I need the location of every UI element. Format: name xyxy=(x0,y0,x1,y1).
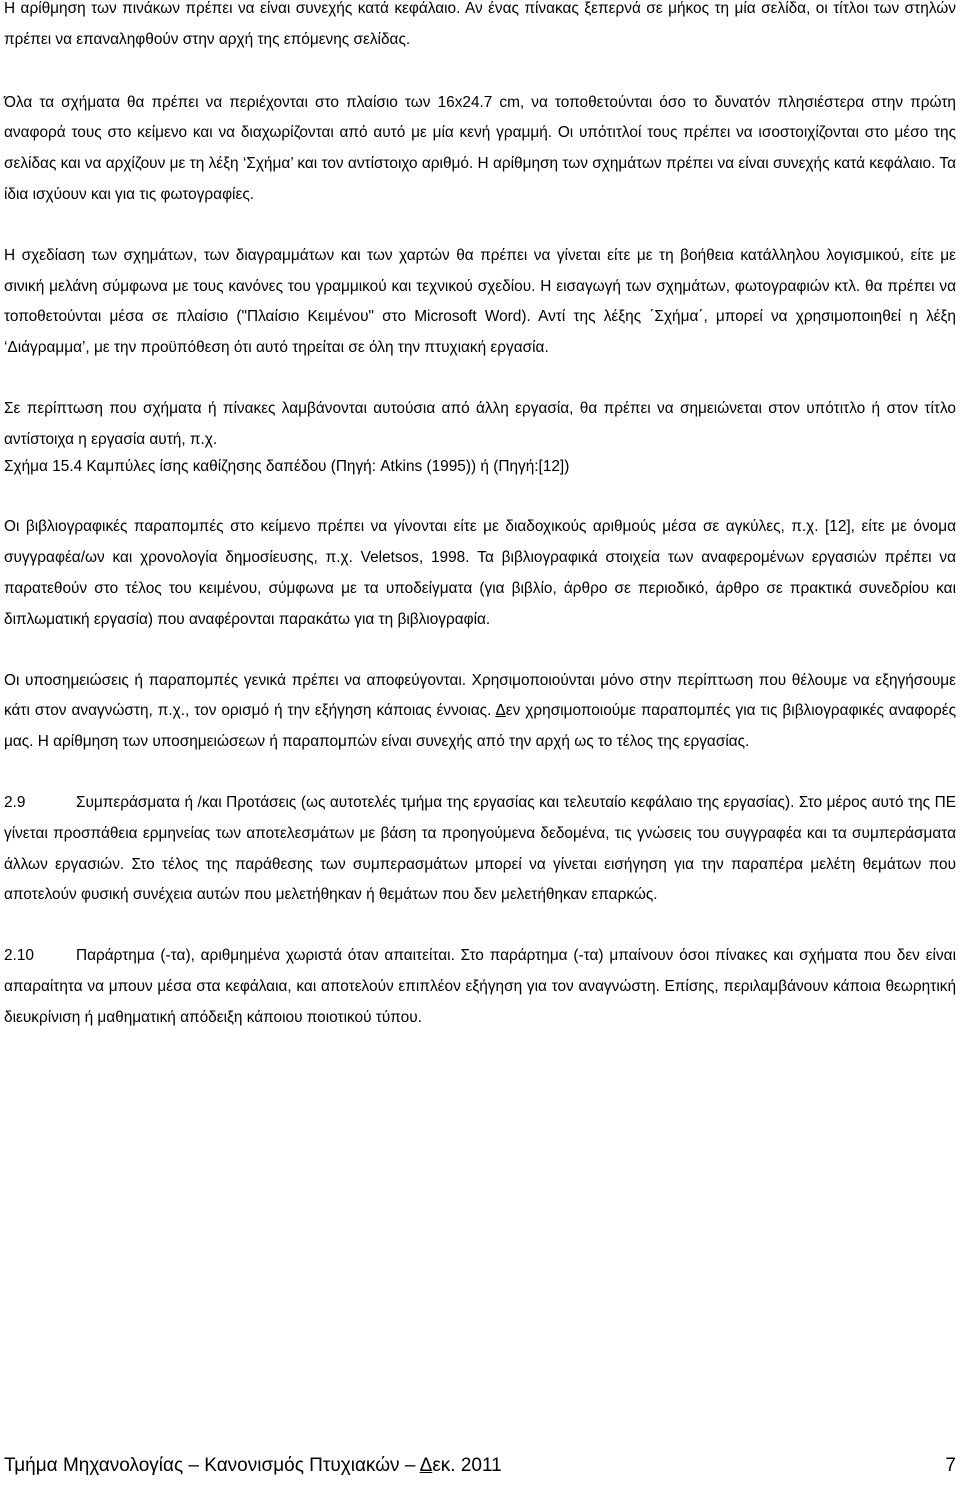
page-footer xyxy=(4,1452,956,1480)
section-text: Παράρτημα (-τα), αριθμημένα χωριστά όταν απαιτείται. Στο παράρτημα (-τα) μπαίνουν όσοι πίνακες και σχήματα που δεν είναι απαραίτητα να μπουν μέσα στα κεφάλαια, και αποτελούν επιπλέον εξήγηση για τον αναγνώστη. Επίσης, περιλαμβάνουν κάποια θεωρητική διευκρίνιση ή μαθηματική απόδειξη κάποιου ποιοτικού τύπου. xyxy=(4,947,956,1026)
footer-title-after: εκ. 2011 xyxy=(432,1455,502,1476)
section-2-10 xyxy=(4,941,956,1033)
paragraph-figure-source: Σε περίπτωση που σχήματα ή πίνακες λαμβάνονται αυτούσια από άλλη εργασία, θα πρέπει να σημειώνεται στον υπότιτλο ή στον τίτλο αντίστοιχα η εργασία αυτή, π.χ. xyxy=(4,399,956,448)
footer-title-before: Τμήμα Μηχανολογίας – Κανονισμός Πτυχιακών – xyxy=(4,1455,420,1476)
footer-title xyxy=(4,1452,502,1480)
paragraph-figures: Όλα τα σχήματα θα πρέπει να περιέχονται στο πλαίσιο των 16x24.7 cm, να τοποθετούνται όσο το δυνατόν πλησιέστερα στην πρώτη αναφορά τους στο κείμενο και να διαχωρίζονται από αυτό με μία κενή γραμμή. Οι υπότιτλοί τους πρέπει να ισοστοιχίζονται στο μέσο της σελίδας και να αρχίζουν με τη λέξη ‘Σχήμα’ και τον αντίστοιχο αριθμό. Η αρίθμηση των σχημάτων πρέπει να είναι συνεχής κατά κεφάλαιο. Τα ίδια ισχύουν και για τις φωτογραφίες. xyxy=(4,93,956,203)
paragraph-footnotes xyxy=(4,666,956,758)
example-caption: Σχήμα 15.4 Καμπύλες ίσης καθίζησης δαπέδου (Πηγή: Atkins (1995)) ή (Πηγή:[12]) xyxy=(4,457,570,475)
paragraph-bibliographic-references: Οι βιβλιογραφικές παραπομπές στο κείμενο πρέπει να γίνονται είτε με διαδοχικούς αριθμούς μέσα σε αγκύλες, π.χ. [12], είτε με όνομα συγγραφέα/ων και χρονολογία δημοσίευσης, π.χ. Veletsos, 1998. Τα βιβλιογραφικά στοιχεία των αναφερομένων εργασιών πρέπει να παρατεθούν στο τέλος του κειμένου, σύμφωνα με τα υποδείγματα (για βιβλίο, άρθρο σε περιοδικό, άρθρο σε πρακτικά συνεδρίου και διπλωματική εργασία) που αναφέρονται παρακάτω για τη βιβλιογραφία. xyxy=(4,518,956,628)
page-number: 7 xyxy=(945,1455,956,1476)
section-text: Συμπεράσματα ή /και Προτάσεις (ως αυτοτελές τμήμα της εργασίας και τελευταίο κεφάλαιο της εργασίας). Στο μέρος αυτό της ΠΕ γίνεται προσπάθεια ερμηνείας των αποτελεσμάτων με βάση τα προηγούμενα δεδομένα, τις γνώσεις του συγγραφέα και τα συμπεράσματα άλλων εργασιών. Στο τέλος της παράθεσης των συμπερασμάτων μπορεί να γίνεται εισήγηση για την παραπέρα μελέτη θεμάτων που αποτελούν φυσική συνέχεια αυτών που μελετήθηκαν ή θεμάτων που δεν μελετήθηκαν επαρκώς. xyxy=(4,793,956,904)
section-number: 2.9 xyxy=(4,793,26,811)
paragraph-figure-drawing: Η σχεδίαση των σχημάτων, των διαγραμμάτων και των χαρτών θα πρέπει να γίνεται είτε με τη βοήθεια κατάλληλου λογισμικού, είτε με σινική μελάνη σύμφωνα με τους κανόνες του γραμμικού και τεχνικού σχεδίου. Η εισαγωγή των σχημάτων, φωτογραφιών κτλ. θα πρέπει να τοποθετούνται μέσα σε πλαίσιο ("Πλαίσιο Κειμένου" στο Microsoft Word). Αντί της λέξης ΄Σχήμα΄, μπορεί να χρησιμοποιηθεί η λέξη ‘Διάγραμμα’, με την προϋπόθεση ότι αυτό τηρείται σε όλη την πτυχιακή εργασία. xyxy=(4,246,956,357)
footnotes-text-before: Οι υποσημειώσεις ή παραπομπές γενικά πρέπει να αποφεύγονται. Χρησιμοποιούνται μόνο στην περίπτωση που θέλουμε να εξηγήσουμε κάτι στον αναγνώστη, π.χ., τον ορισμό ή την εξήγηση κάποιας έννοιας. xyxy=(4,671,956,720)
footnotes-text-after: εν χρησιμοποιούμε παραπομπές για τις βιβλιογραφικές αναφορές μας. Η αρίθμηση των υποσημειώσεων ή παραπομπών είναι συνεχής από την αρχή ως το τέλος της εργασίας. xyxy=(4,702,956,751)
section-number: 2.10 xyxy=(4,947,34,965)
footer-title-underlined: Δ xyxy=(419,1455,433,1476)
paragraph-table-numbering: Η αρίθμηση των πινάκων πρέπει να είναι συνεχής κατά κεφάλαιο. Αν ένας πίνακας ξεπερνά σε μήκος τη μία σελίδα, οι τίτλοι των στηλών πρέπει να επαναληφθούν στην αρχή της επόμενης σελίδας. xyxy=(4,0,956,48)
section-2-9 xyxy=(4,788,956,911)
footnotes-text-underlined: Δ xyxy=(495,702,506,720)
